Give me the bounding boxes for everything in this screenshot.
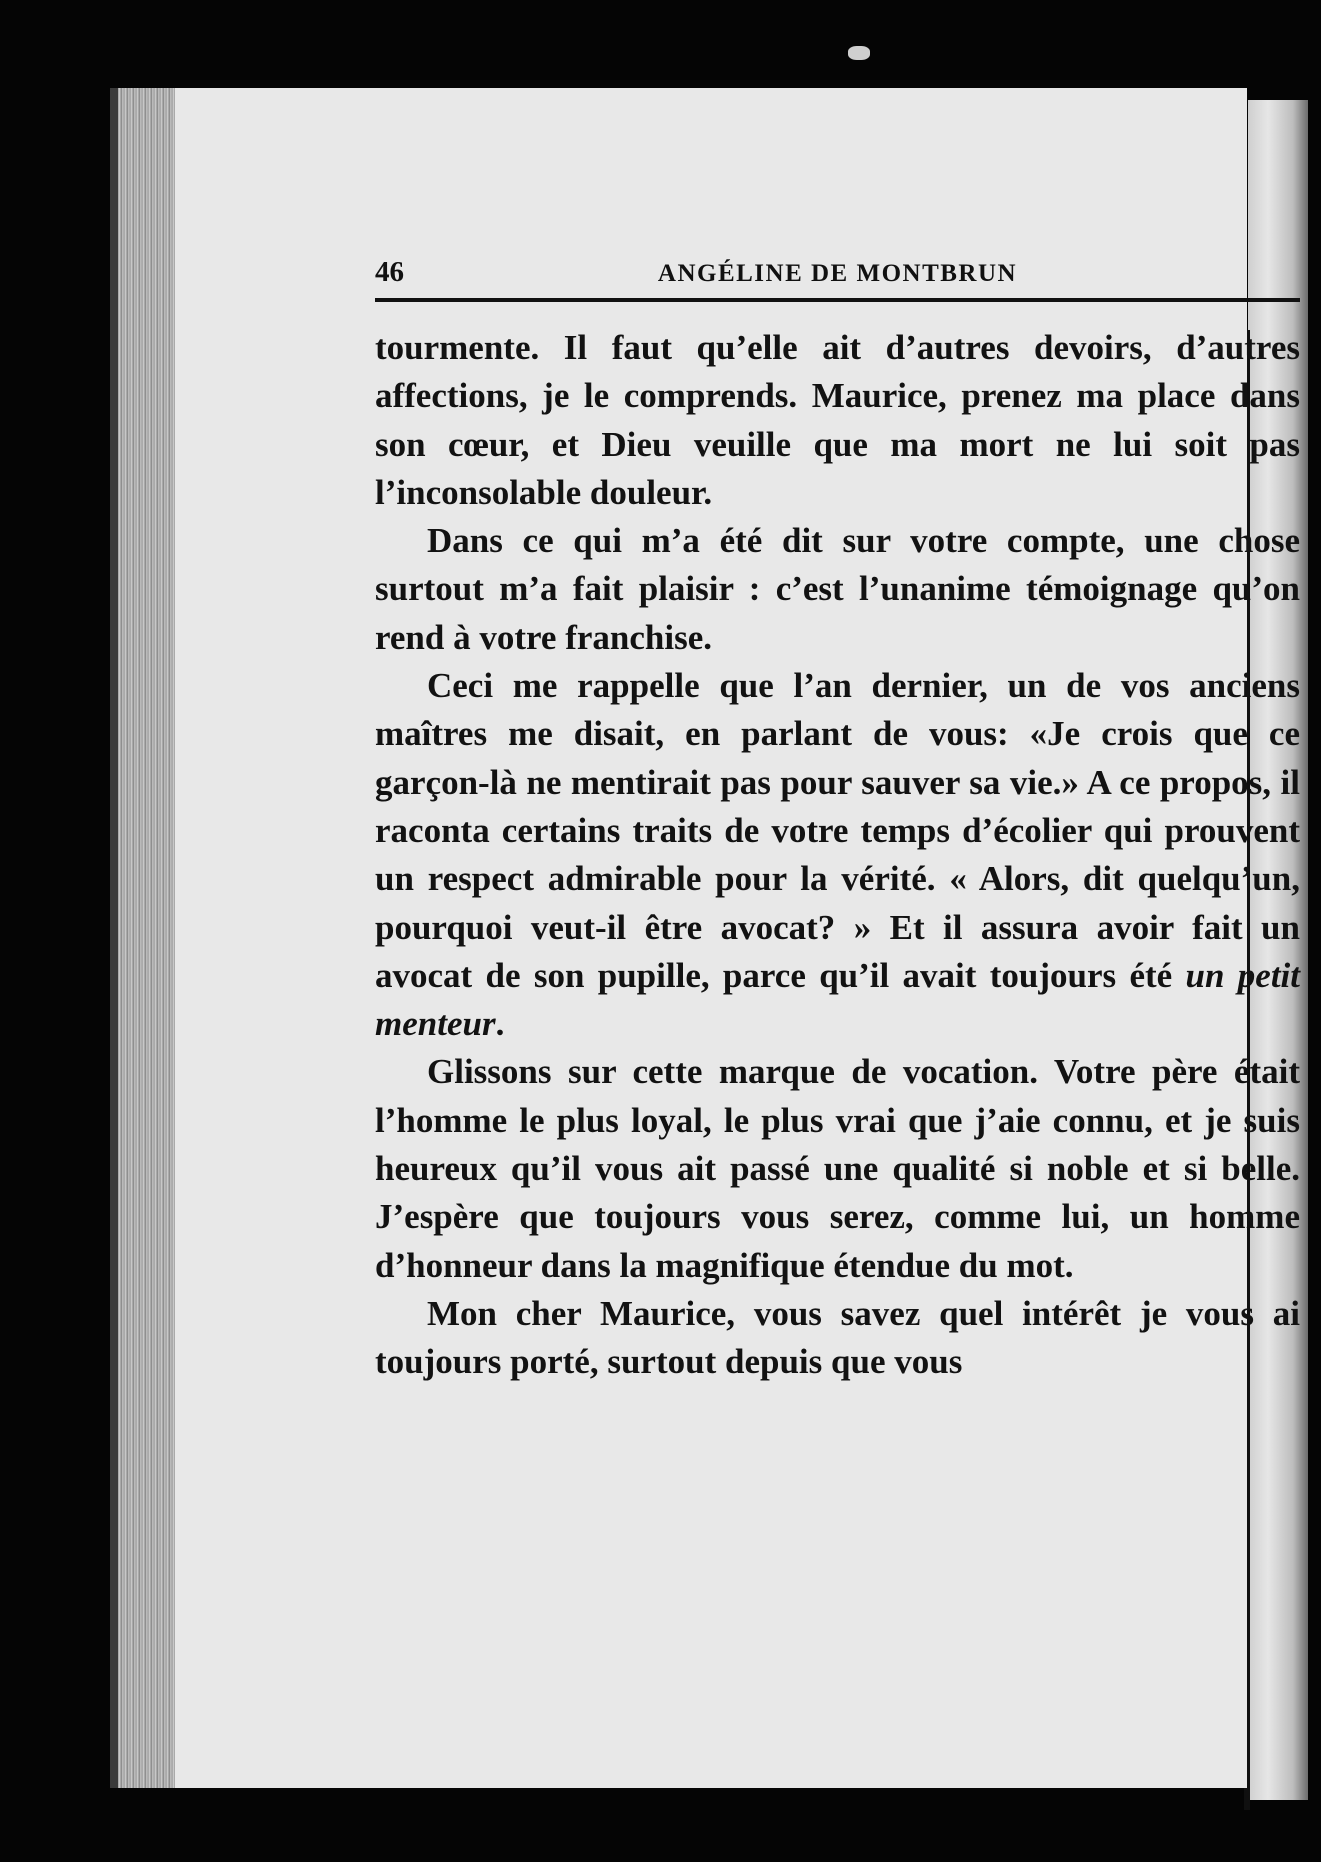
left-page-edges: [118, 88, 178, 1788]
paragraph-3-italic: un petit menteur: [375, 955, 1300, 1044]
paragraph-3-text: Ceci me rappelle que l’an dernier, un de vos anciens maîtres me disait, en parlant de vous: «Je crois que ce garçon-là ne mentirait pas pour sauver sa vie.» A ce propos, il raconta certains traits de votre temps d’écolier qui prouvent un respect admirable pour la vérité. « Alors, dit quelqu’un, pourquoi veut-il être avocat? » Et il assura avoir fait un avocat de son pupille, parce qu’il avait toujours été: [375, 666, 1300, 995]
paragraph-5-text: Mon cher Maurice, vous savez quel intérêt je vous ai toujours porté, surtout depuis que vous: [375, 1293, 1300, 1382]
paragraph-5: [375, 1290, 1300, 1387]
paragraph-3-end: .: [495, 1004, 505, 1044]
paragraph-4: [375, 1048, 1300, 1289]
paragraph-1-text: tourmente. Il faut qu’elle ait d’autres devoirs, d’autres affections, je le comprends. Maurice, prenez ma place dans son cœur, et Dieu veuille que ma mort ne lui soit pas l’inconsolable douleur.: [375, 328, 1300, 512]
page-content: [375, 238, 1300, 1387]
paragraph-4-text: Glissons sur cette marque de vocation. Votre père était l’homme le plus loyal, le plus vrai que j’aie connu, et je suis heureux qu’il vous ait passé une qualité si noble et si belle. J’espère que toujours vous serez, comme lui, un homme d’honneur dans la magnifique étendue du mot.: [375, 1052, 1300, 1285]
paragraph-2: [375, 517, 1300, 662]
body-text: [375, 324, 1300, 1387]
scan-speck: [848, 46, 870, 60]
book-title: ANGÉLINE DE MONTBRUN: [657, 260, 1018, 287]
paragraph-2-text: Dans ce qui m’a été dit sur votre compte, une chose surtout m’a fait plaisir : c’est l’unanime témoignage qu’on rend à votre franchise.: [375, 521, 1300, 657]
page-number: 46: [375, 256, 404, 288]
book-page: [175, 88, 1300, 1788]
paragraph-3: [375, 662, 1300, 1048]
running-head: [375, 238, 1300, 302]
paragraph-1: [375, 324, 1300, 517]
